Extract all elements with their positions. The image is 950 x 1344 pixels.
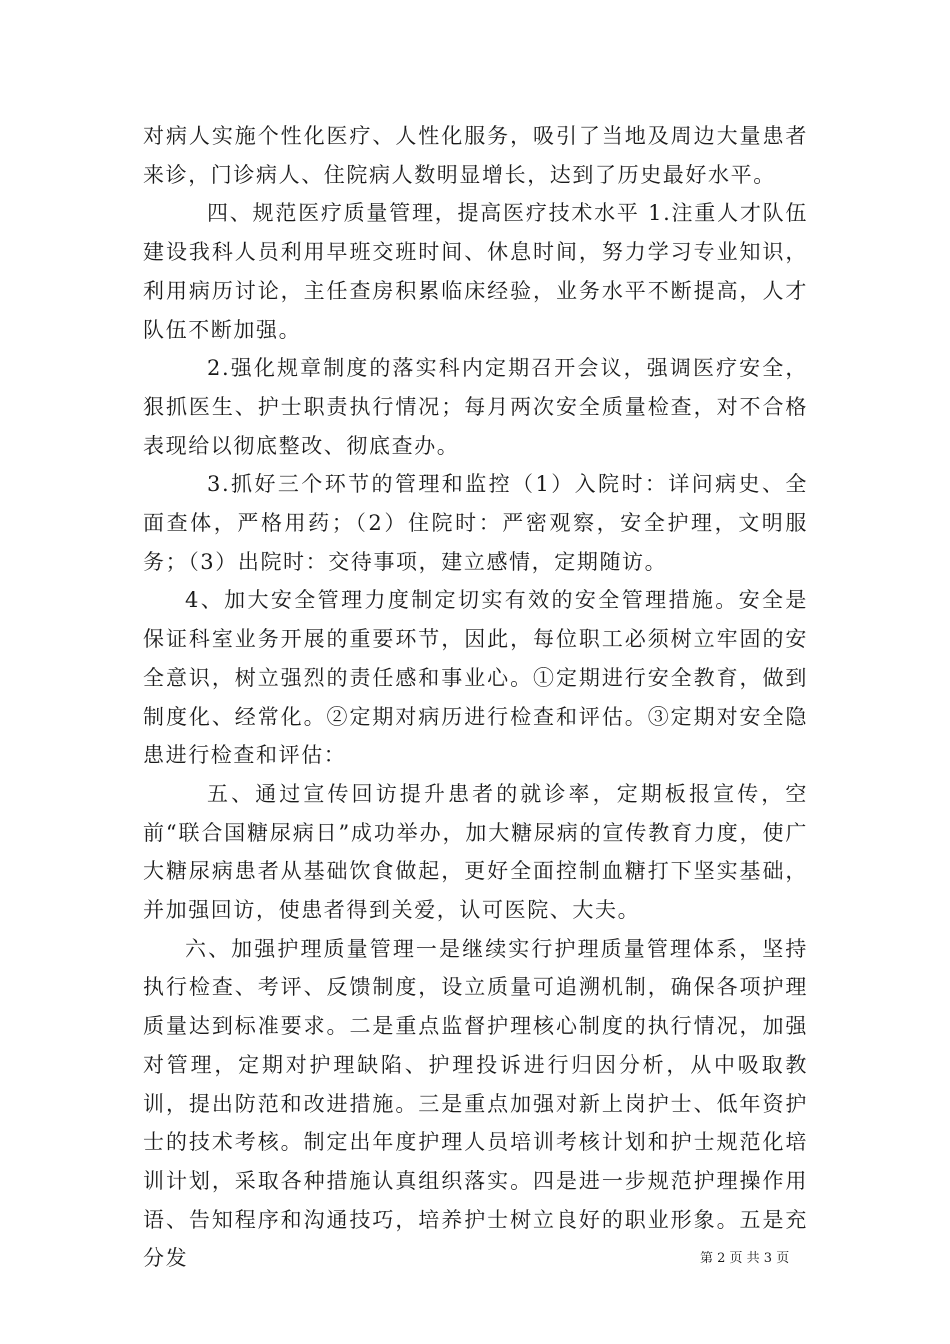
paragraph-item-4: 4、加大安全管理力度制定切实有效的安全管理措施。安全是保证科室业务开展的重要环节，因此，每位职工必须树立牢固的安全意识，树立强烈的责任感和事业心。①定期进行安全教育，做到制度化、经常化。②定期对病历进行检查和评估。③定期对安全隐患进行检查和评估： [143, 588, 808, 768]
paragraph-continuation: 对病人实施个性化医疗、人性化服务，吸引了当地及周边大量患者来诊，门诊病人、住院病人数明显增长，达到了历史最好水平。 [143, 124, 808, 187]
paragraph-section-four: 四、规范医疗质量管理，提高医疗技术水平 1.注重人才队伍建设我科人员利用早班交班时间、休息时间，努力学习专业知识，利用病历讨论，主任查房积累临床经验，业务水平不断提高，人才队伍不断加强。 [143, 201, 808, 342]
paragraph-section-six: 六、加强护理质量管理一是继续实行护理质量管理体系，坚持执行检查、考评、反馈制度，设立质量可追溯机制，确保各项护理质量达到标准要求。二是重点监督护理核心制度的执行情况，加强对管理，定期对护理缺陷、护理投诉进行归因分析，从中吸取教训，提出防范和改进措施。三是重点加强对新上岗护士、低年资护士的技术考核。制定出年度护理人员培训考核计划和护士规范化培训计划，采取各种措施认真组织落实。四是进一步规范护理操作用语、告知程序和沟通技巧，培养护士树立良好的职业形象。五是充分发 [143, 936, 808, 1271]
paragraph-item-2: 2.强化规章制度的落实科内定期召开会议，强调医疗安全，狠抓医生、护士职责执行情况；每月两次安全质量检查，对不合格表现给以彻底整改、彻底查办。 [143, 356, 808, 458]
paragraph-item-3: 3.抓好三个环节的管理和监控（1）入院时：详问病史、全面查体，严格用药；（2）住院时：严密观察，安全护理，文明服务；（3）出院时：交待事项，建立感情，定期随访。 [143, 472, 808, 574]
page-number-footer: 第 2 页 共 3 页 [700, 1251, 790, 1266]
paragraph-section-five: 五、通过宣传回访提升患者的就诊率，定期板报宣传，空前“联合国糖尿病日”成功举办，加大糖尿病的宣传教育力度，使广大糖尿病患者从基础饮食做起，更好全面控制血糖打下坚实基础，并加强回访，使患者得到关爱，认可医院、大夫。 [143, 781, 808, 923]
document-body [143, 117, 808, 1278]
